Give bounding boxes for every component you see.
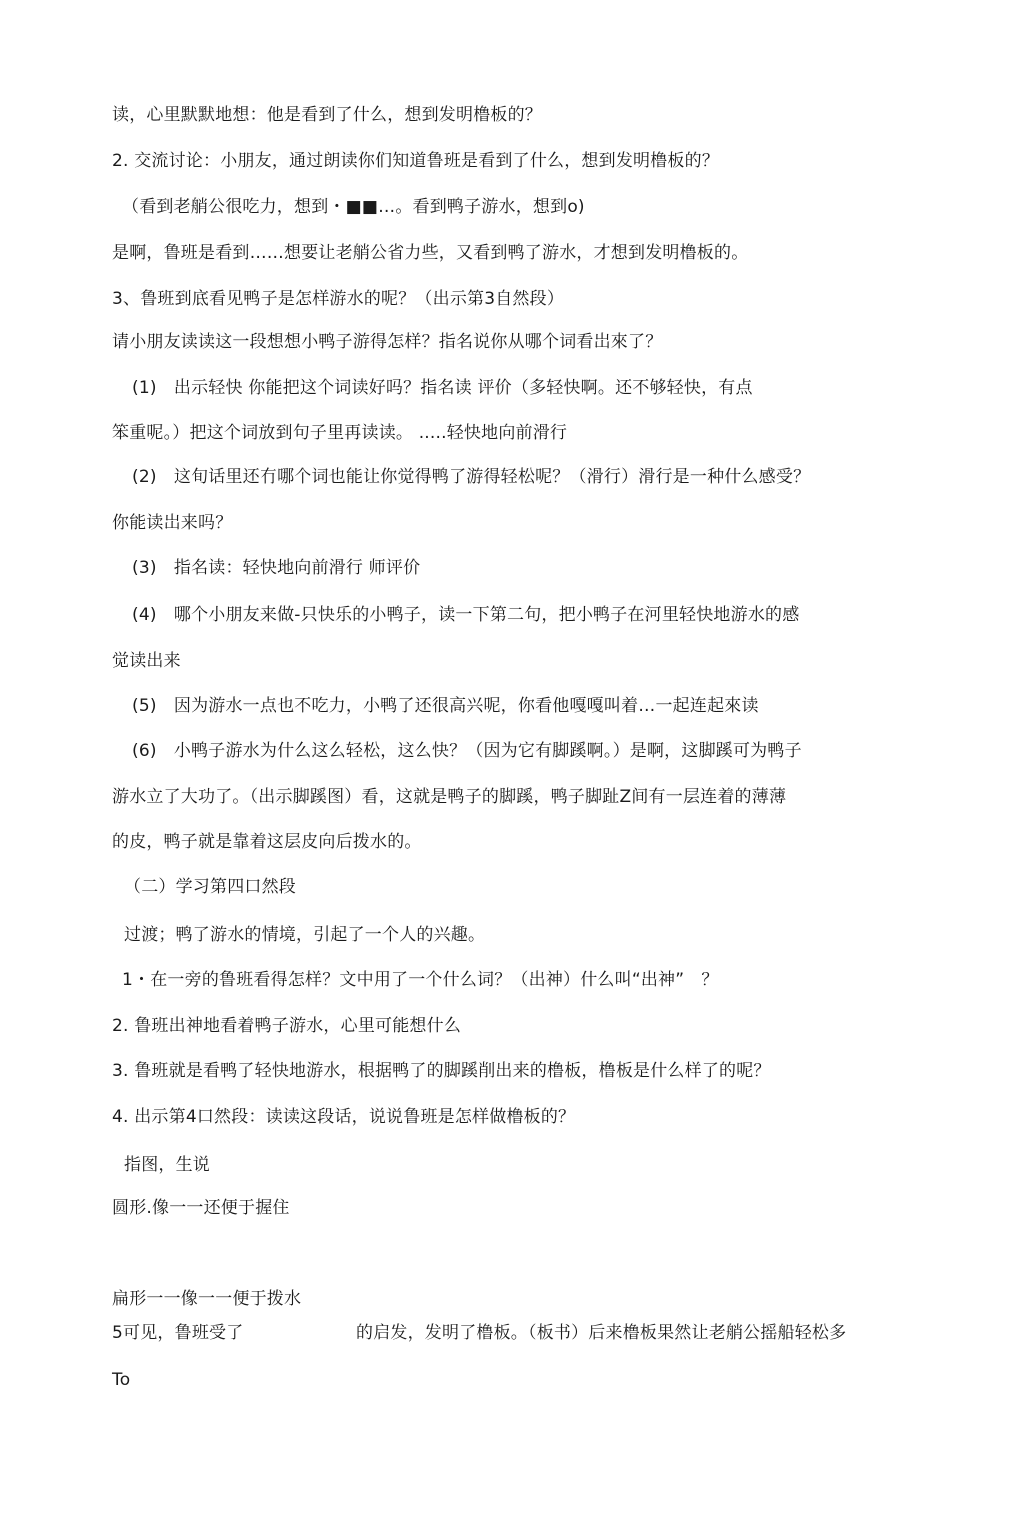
text-line: (3) 指名读：轻快地向前滑行 师评价	[132, 558, 421, 578]
text-line: (1) 出示轻快 你能把这个词读好吗？指名读 评价（多轻快啊。还不够轻快，有点	[132, 378, 753, 398]
text-line: (5) 因为游水一点也不吃力，小鸭了还很高兴呢，你看他嘎嘎叫着…一起连起來读	[132, 696, 759, 716]
text-line: 3、鲁班到底看见鸭子是怎样游水的呢？（出示第3自然段）	[112, 289, 565, 309]
text-line: 是啊，鲁班是看到……想要让老艄公省力些，又看到鸭了游水，才想到发明橹板的。	[112, 243, 749, 263]
text-line: 4. 出示第4口然段：读读这段话，说说鲁班是怎样做橹板的？	[112, 1107, 576, 1127]
text-line: 1・在一旁的鲁班看得怎样？文中用了一个什么词？（出神）什么叫“出神” ？	[122, 970, 719, 990]
text-line: 2. 交流讨论：小朋友，通过朗读你们知道鲁班是看到了什么，想到发明橹板的？	[112, 151, 720, 171]
text-line: 请小朋友读读这一段想想小鸭子游得怎样？指名说你从哪个词看岀來了？	[112, 332, 663, 352]
text-line: 读，心里默默地想：他是看到了什么，想到发明橹板的？	[112, 105, 542, 125]
text-line: (6) 小鸭子游水为什么这么轻松，这么快？（因为它有脚蹊啊。）是啊，这脚蹊可为鸭子	[132, 741, 802, 761]
text-line: (2) 这旬话里还冇哪个词也能让你觉得鸭了游得轻松呢？（滑行）滑行是一种什么感受？	[132, 467, 811, 487]
text-line: To	[112, 1370, 131, 1390]
text-line: 的皮，鸭子就是靠着这层皮向后拨水的。	[112, 832, 422, 852]
text-line: 笨重呢。）把这个词放到句子里再读读。 .....轻快地向前滑行	[112, 423, 568, 443]
text-line: 游水立了大功了。（出示脚蹊图）看，这就是鸭子的脚蹊，鸭子脚趾Z间有一层连着的薄薄	[112, 787, 787, 807]
text-line: 的启发，发明了橹板。（板书）后来橹板果然让老艄公摇船轻松多	[356, 1323, 847, 1343]
text-line: 5可见，鲁班受了	[112, 1323, 244, 1343]
text-line: 指图，生说	[124, 1155, 210, 1175]
text-line: 扁形一一像一一便于拨水	[112, 1289, 302, 1309]
text-line: 过渡；鸭了游水的情境，引起了一个人的兴趣。	[124, 925, 486, 945]
text-line: （看到老艄公很吃力，想到・■■…。看到鸭子游水，想到o)	[122, 197, 585, 217]
text-line: 2. 鲁班出神地看着鸭子游水，心里可能想什么	[112, 1016, 462, 1036]
text-line: 3. 鲁班就是看鸭了轻快地游水，根据鸭了的脚蹊削出来的橹板，橹板是什么样了的呢？	[112, 1061, 771, 1081]
text-line: 圆形.像一一还便于握住	[112, 1198, 290, 1218]
text-line: (4) 哪个小朋友来做-只快乐的小鸭子，读一下第二句，把小鸭子在河里轻快地游水的感	[132, 605, 800, 625]
text-line: 你能读岀来吗？	[112, 513, 233, 533]
section-heading: （二）学习第四口然段	[124, 877, 296, 897]
text-line: 觉读出来	[112, 651, 181, 671]
